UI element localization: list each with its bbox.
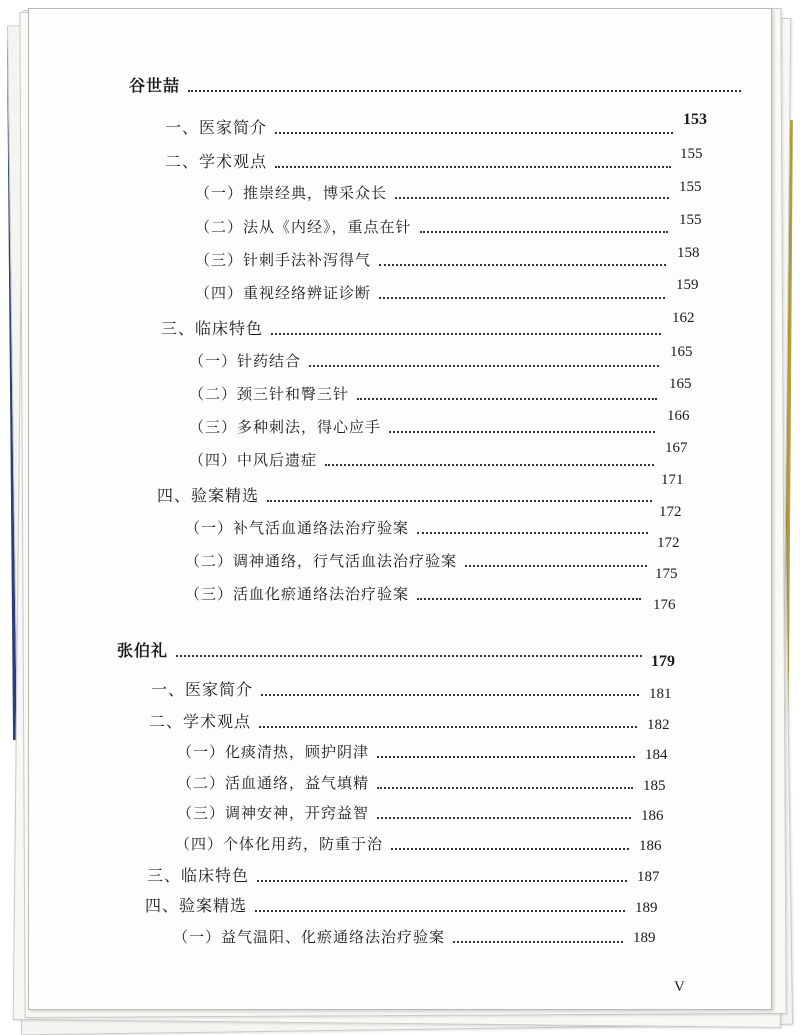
- toc-entry: [195, 182, 669, 203]
- dot-leader: [275, 132, 673, 134]
- dot-leader: [391, 848, 629, 850]
- page-number: 155: [679, 212, 702, 228]
- dot-leader: [395, 197, 669, 199]
- toc-label: 一、医家简介: [165, 118, 268, 137]
- toc-label: （二）调神通络，行气活血法治疗验案: [185, 552, 458, 570]
- toc-label: 谷世喆: [129, 76, 181, 95]
- dot-leader: [389, 431, 655, 433]
- page-number: 165: [670, 344, 693, 360]
- page-number: 158: [677, 245, 700, 261]
- dot-leader: [379, 264, 666, 266]
- page-number: 179: [651, 653, 675, 670]
- toc-label: （一）益气温阳、化瘀通络法治疗验案: [173, 928, 446, 946]
- page-folio: V: [674, 979, 685, 995]
- page-number: 162: [672, 310, 695, 326]
- page-number: 155: [680, 146, 703, 162]
- page-number: 182: [647, 717, 670, 733]
- toc-label: （一）推崇经典，博采众长: [195, 184, 388, 202]
- toc-entry: [189, 449, 654, 470]
- page-number: 159: [676, 277, 699, 293]
- toc-entry: [177, 772, 633, 793]
- toc-label: （四）重视经络辨证诊断: [195, 284, 372, 302]
- page-number: 189: [633, 930, 656, 946]
- toc-label: （三）多种刺法，得心应手: [189, 418, 382, 436]
- toc-label: 二、学术观点: [149, 712, 252, 731]
- dot-leader: [267, 500, 652, 502]
- toc-entry: [157, 483, 652, 506]
- toc-label: 一、医家简介: [151, 680, 254, 699]
- toc-heading: [117, 638, 642, 661]
- toc-label: 三、临床特色: [147, 866, 250, 885]
- dot-leader: [259, 726, 637, 728]
- toc-label: （四）中风后遗症: [189, 451, 318, 469]
- dot-leader: [261, 694, 639, 696]
- page-number: 172: [659, 504, 682, 520]
- dot-leader: [417, 598, 641, 600]
- toc-entry: [195, 216, 668, 237]
- page-number: 176: [653, 597, 676, 613]
- dot-leader: [176, 655, 642, 657]
- toc-entry: [165, 149, 671, 172]
- page-number: 155: [679, 179, 702, 195]
- toc-entry: [189, 416, 655, 437]
- dot-leader: [188, 90, 741, 92]
- toc-label: （一）补气活血通络法治疗验案: [185, 519, 410, 537]
- page-number: 186: [641, 808, 664, 824]
- toc-entry: [145, 893, 625, 916]
- toc-label: 四、验案精选: [145, 896, 248, 915]
- toc-entry: [177, 741, 635, 762]
- dot-leader: [377, 756, 635, 758]
- toc-entry: [151, 677, 639, 700]
- page-number: 153: [683, 111, 707, 128]
- toc-heading: [129, 73, 741, 96]
- toc-entry: [195, 282, 665, 303]
- dot-leader: [453, 941, 623, 943]
- toc-label: （三）活血化瘀通络法治疗验案: [185, 585, 410, 603]
- toc-label: （二）颈三针和臀三针: [189, 385, 350, 403]
- toc-label: 张伯礼: [117, 641, 169, 660]
- toc-entry: [173, 926, 623, 947]
- toc-entry: [189, 383, 657, 404]
- page-number: 186: [639, 838, 662, 854]
- toc-entry: [185, 517, 648, 538]
- toc-label: （三）调神安神，开窍益智: [177, 804, 370, 822]
- toc-entry: [177, 802, 631, 823]
- dot-leader: [271, 333, 661, 335]
- toc-entry: [165, 115, 673, 138]
- toc-label: （一）化痰清热，顾护阴津: [177, 743, 370, 761]
- page-number: 166: [667, 408, 690, 424]
- toc-entry: [175, 833, 629, 854]
- toc-label: （二）活血通络，益气填精: [177, 774, 370, 792]
- toc-label: 二、学术观点: [165, 152, 268, 171]
- dot-leader: [257, 880, 627, 882]
- toc-entry: [189, 350, 659, 371]
- dot-leader: [275, 166, 671, 168]
- dot-leader: [309, 365, 659, 367]
- dot-leader: [377, 787, 633, 789]
- toc-entry: [185, 583, 641, 604]
- page-number: 165: [669, 376, 692, 392]
- toc-entry: [161, 316, 661, 339]
- toc-entry: [147, 863, 627, 886]
- toc-label: （四）个体化用药，防重于治: [175, 835, 384, 853]
- page-number: 172: [657, 535, 680, 551]
- toc-label: 三、临床特色: [161, 319, 264, 338]
- dot-leader: [325, 464, 654, 466]
- toc-entry: [149, 709, 637, 732]
- toc-label: （三）针刺手法补泻得气: [195, 251, 372, 269]
- dot-leader: [357, 398, 657, 400]
- toc-page: [28, 8, 772, 1010]
- dot-leader: [465, 565, 647, 567]
- toc-entry: [185, 550, 647, 571]
- dot-leader: [417, 532, 648, 534]
- page-number: 181: [649, 686, 672, 702]
- page-number: 187: [637, 869, 660, 885]
- dot-leader: [379, 297, 665, 299]
- page-number: 167: [665, 440, 688, 456]
- toc-label: （一）针药结合: [189, 352, 302, 370]
- page-number: 189: [635, 900, 658, 916]
- dot-leader: [255, 910, 625, 912]
- dot-leader: [420, 231, 668, 233]
- page-number: 175: [655, 566, 678, 582]
- dot-leader: [377, 817, 631, 819]
- page-number: 184: [645, 747, 668, 763]
- page-number: 185: [643, 778, 666, 794]
- page-number: 171: [661, 472, 684, 488]
- toc-label: （二）法从《内经》，重点在针: [195, 218, 412, 236]
- toc-entry: [195, 249, 666, 270]
- toc-label: 四、验案精选: [157, 486, 260, 505]
